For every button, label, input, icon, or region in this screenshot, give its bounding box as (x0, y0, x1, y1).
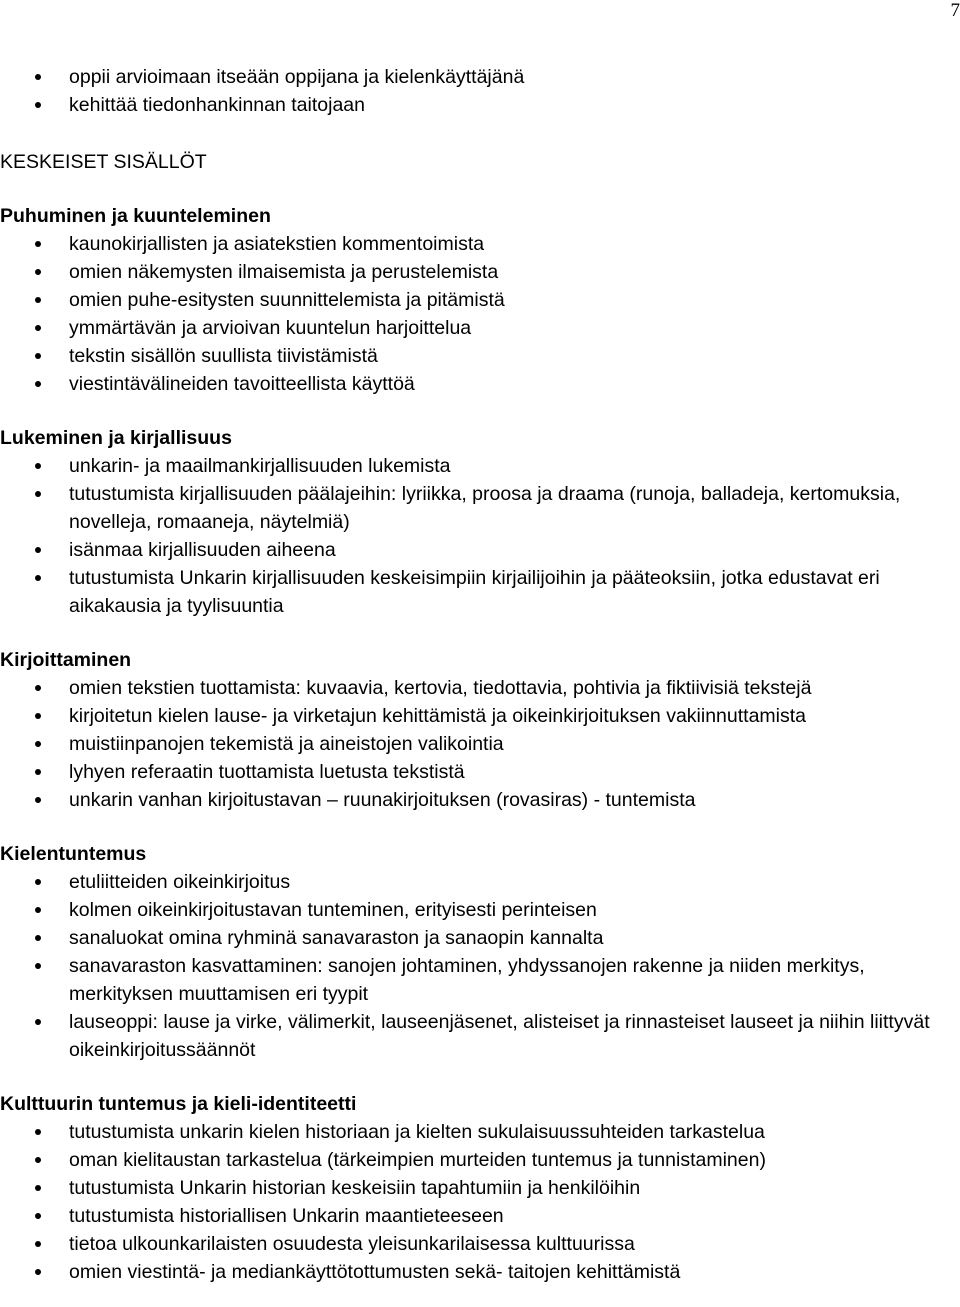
list-item: omien tekstien tuottamista: kuvaavia, kertovia, tiedottavia, pohtivia ja fiktiivisiä tekstejä (0, 674, 960, 702)
document-body (0, 63, 960, 1286)
section-heading: Kirjoittaminen (0, 649, 132, 671)
list-item: oman kielitaustan tarkastelua (tärkeimpien murteiden tuntemus ja tunnistaminen) (0, 1146, 960, 1174)
list-item: omien viestintä- ja mediankäyttötottumusten sekä- taitojen kehittämistä (0, 1258, 960, 1286)
sections (0, 202, 960, 1286)
section-heading: Puhuminen ja kuunteleminen (0, 205, 271, 227)
section-list (0, 230, 960, 398)
page-number: 7 (950, 0, 960, 21)
list-item: kehittää tiedonhankinnan taitojaan (0, 91, 960, 119)
list-item: tutustumista historiallisen Unkarin maantieteeseen (0, 1202, 960, 1230)
list-item: ymmärtävän ja arvioivan kuuntelun harjoittelua (0, 314, 960, 342)
section-heading: Kielentuntemus (0, 843, 147, 865)
main-heading: KESKEISET SISÄLLÖT (0, 151, 207, 173)
list-item: tutustumista unkarin kielen historiaan ja kielten sukulaisuussuhteiden tarkastelua (0, 1118, 960, 1146)
list-item: lauseoppi: lause ja virke, välimerkit, lauseenjäsenet, alisteiset ja rinnasteiset lauseet ja niihin liittyvät oikeinkirjoitussäännöt (0, 1008, 960, 1064)
list-item: sanavaraston kasvattaminen: sanojen johtaminen, yhdyssanojen rakenne ja niiden merkitys, merkityksen muuttamisen eri tyypit (0, 952, 960, 1008)
list-item: tietoa ulkounkarilaisten osuudesta yleisunkarilaisessa kulttuurissa (0, 1230, 960, 1258)
list-item: oppii arvioimaan itseään oppijana ja kielenkäyttäjänä (0, 63, 960, 91)
list-item: unkarin vanhan kirjoitustavan – ruunakirjoituksen (rovasiras) - tuntemista (0, 786, 960, 814)
intro-list (0, 63, 960, 119)
section-list (0, 452, 960, 620)
list-item: muistiinpanojen tekemistä ja aineistojen valikointia (0, 730, 960, 758)
section-heading: Kulttuurin tuntemus ja kieli-identiteetti (0, 1093, 357, 1115)
list-item: tutustumista Unkarin historian keskeisiin tapahtumiin ja henkilöihin (0, 1174, 960, 1202)
list-item: sanaluokat omina ryhminä sanavaraston ja sanaopin kannalta (0, 924, 960, 952)
list-item: omien näkemysten ilmaisemista ja perustelemista (0, 258, 960, 286)
list-item: tutustumista Unkarin kirjallisuuden keskeisimpiin kirjailijoihin ja pääteoksiin, jotka edustavat eri aikakausia ja tyylisuuntia (0, 564, 960, 620)
list-item: isänmaa kirjallisuuden aiheena (0, 536, 960, 564)
section-list (0, 674, 960, 814)
section-heading: Lukeminen ja kirjallisuus (0, 427, 232, 449)
section-list (0, 868, 960, 1064)
list-item: viestintävälineiden tavoitteellista käyttöä (0, 370, 960, 398)
list-item: tutustumista kirjallisuuden päälajeihin: lyriikka, proosa ja draama (runoja, balladeja, kertomuksia, novelleja, romaaneja, näytelmiä) (0, 480, 960, 536)
list-item: lyhyen referaatin tuottamista luetusta tekstistä (0, 758, 960, 786)
list-item: kolmen oikeinkirjoitustavan tunteminen, erityisesti perinteisen (0, 896, 960, 924)
list-item: etuliitteiden oikeinkirjoitus (0, 868, 960, 896)
list-item: tekstin sisällön suullista tiivistämistä (0, 342, 960, 370)
list-item: unkarin- ja maailmankirjallisuuden lukemista (0, 452, 960, 480)
list-item: omien puhe-esitysten suunnittelemista ja pitämistä (0, 286, 960, 314)
list-item: kirjoitetun kielen lause- ja virketajun kehittämistä ja oikeinkirjoituksen vakiinnuttamista (0, 702, 960, 730)
section-list (0, 1118, 960, 1286)
list-item: kaunokirjallisten ja asiatekstien kommentoimista (0, 230, 960, 258)
